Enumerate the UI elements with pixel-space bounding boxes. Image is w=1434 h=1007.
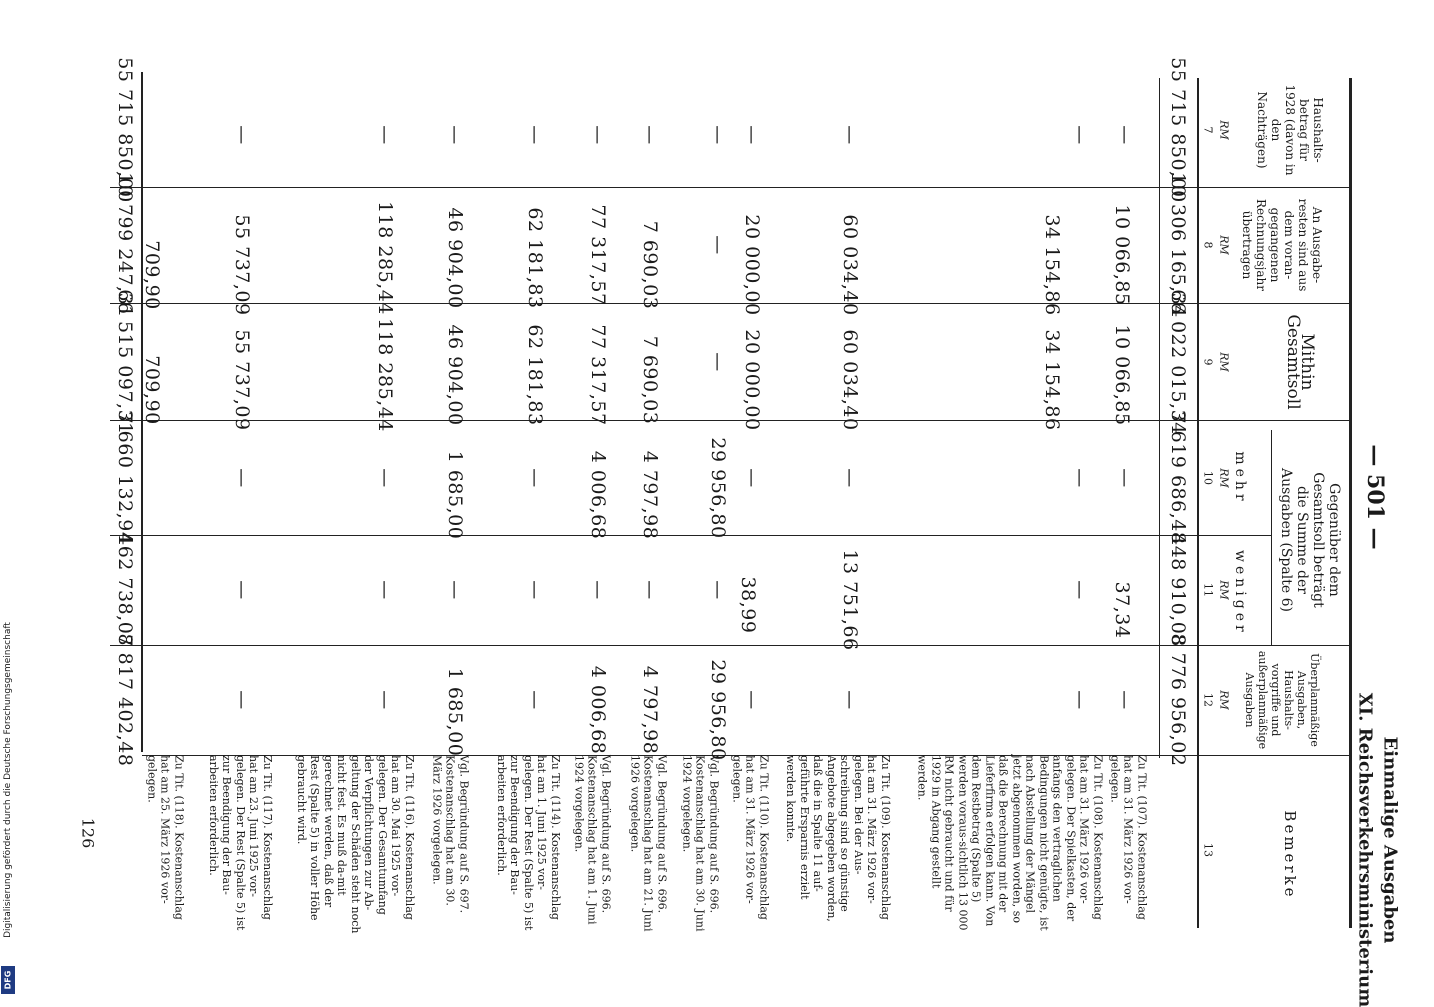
page-subtitle: XI. Reichsverkehrsministerium — [1354, 692, 1376, 1007]
top-total-rule — [1159, 78, 1160, 758]
table-row-3-c9: 20 000,00 — [741, 329, 763, 431]
remark-6: Vgl. Begründung auf S. 696. Kostenanschlag hat am 1. Juni 1924 vorgelegen. — [572, 755, 613, 925]
footer-page-number: 126 — [78, 817, 98, 849]
col-rule-11-12 — [110, 645, 1350, 646]
remark-2: Zu Tit. (109). Kostenanschlag hat am 31. März 1926 vor-gelegen. Bei der Aus-schreibung sind so günstige Angebote abgegeben worden, daß die in Spalte 11 auf-geführte Ersparnis erzielt werden konnte. — [784, 755, 892, 922]
table-row-5-c9: 7 690,03 — [639, 335, 661, 425]
unit-7: RM — [1217, 120, 1231, 140]
table-row-3-c8: 20 000,00 — [741, 214, 763, 316]
col-header-8: An Ausgabe-resten sind aus dem voran-gegangenen Rechnungsjahr übertragen — [1240, 198, 1324, 292]
table-row-3-c11: 38,99 — [737, 576, 759, 634]
table-row-0-c10: — — [1114, 468, 1136, 488]
remark-10: Zu Tit. (117). Kostenanschlag hat am 23. Juni 1925 vor-gelegen. Der Rest (Spalte 5) ist zur Beendigung der Bau-arbeiten erforderlich. — [206, 755, 274, 931]
top-total-8: 10 306 165,34 — [1167, 172, 1189, 318]
col-header-11: weniger — [1232, 550, 1248, 636]
page-number: — 501 — — [1362, 444, 1388, 550]
unit-8: RM — [1217, 235, 1231, 255]
table-row-3-c10: — — [741, 468, 763, 488]
top-total-11: 448 910,08 — [1167, 533, 1189, 647]
table-row-6-c9: 77 317,57 — [587, 324, 609, 426]
table-row-8-c10: 1 685,00 — [444, 450, 466, 540]
table-row-0-c12: — — [1114, 690, 1136, 710]
table-row-0-c7: — — [1114, 125, 1136, 145]
unit-10: RM — [1217, 468, 1231, 488]
top-total-7: 55 715 850,00 — [1167, 57, 1189, 203]
top-total-12: 8 776 956,02 — [1167, 633, 1189, 767]
remark-4: Vgl. Begründung auf S. 696. Kostenanschlag hat am 30. Juni 1924 vorgelegen. — [680, 755, 721, 932]
col-rule-8-9 — [110, 303, 1350, 304]
col-header-10: mehr — [1232, 451, 1248, 505]
table-row-10-c12: — — [231, 690, 253, 710]
table-row-5-c8: 7 690,03 — [639, 220, 661, 310]
table-row-10-c11: — — [231, 580, 253, 600]
table-row-7-c10: — — [524, 468, 546, 488]
table-row-8-c11: — — [444, 580, 466, 600]
remark-11: Zu Tit. (118). Kostenanschlag hat am 25. März 1926 vor-gelegen. — [145, 755, 186, 920]
table-row-5-c10: 4 797,98 — [639, 450, 661, 540]
table-row-4-c7: — — [707, 125, 729, 145]
table-row-10-c10: — — [231, 468, 253, 488]
table-row-4-c9: — — [707, 352, 729, 372]
table-row-1-c9: 34 154,86 — [1041, 329, 1063, 431]
subgroup-rule — [1271, 430, 1272, 645]
table-row-9-c8: 118 285,44 — [374, 201, 396, 315]
top-total-10: 7 619 686,48 — [1167, 411, 1189, 545]
bottom-total-11: 462 738,07 — [114, 533, 136, 647]
remark-5: Vgl. Begründung auf S. 696. Kostenanschlag hat am 21. Juni 1926 vorgelegen. — [628, 755, 669, 932]
colnum-13: 13 — [1201, 843, 1215, 857]
bottom-total-10: 7 660 132,94 — [114, 411, 136, 545]
col-header-9: Mithin Gesamtsoll — [1283, 314, 1317, 410]
page-title: Einmalige Ausgaben — [1379, 736, 1401, 944]
top-total-9: 66 022 015,34 — [1167, 289, 1189, 435]
table-row-9-c9: 118 285,44 — [374, 318, 396, 432]
table-row-5-c7: — — [639, 125, 661, 145]
colnum-10: 10 — [1201, 471, 1215, 485]
table-row-7-c11: — — [524, 580, 546, 600]
table-row-6-c12: 4 006,68 — [587, 665, 609, 755]
colnum-9: 9 — [1201, 358, 1215, 366]
unit-12: RM — [1217, 690, 1231, 710]
table-row-0-c11: 37,34 — [1111, 581, 1133, 639]
table-row-2-c11: 13 751,66 — [839, 549, 861, 651]
table-row-0-c9: 10 066,85 — [1111, 324, 1133, 426]
table-row-4-c11: — — [707, 580, 729, 600]
table-row-9-c7: — — [374, 125, 396, 145]
table-row-7-c12: — — [524, 690, 546, 710]
col-header-13: Bemerke — [1281, 810, 1299, 900]
remark-8: Vgl. Begründung auf S. 697. Kostenanschlag hat am 30. März 1926 vorgelegen. — [430, 755, 471, 914]
colnum-11: 11 — [1201, 583, 1215, 597]
table-row-1-c12: — — [1069, 690, 1091, 710]
col-rule-9-10 — [110, 420, 1350, 421]
table-row-1-c11: — — [1069, 580, 1091, 600]
table-row-2-c12: — — [839, 690, 861, 710]
col-header-group: Gegenüber dem Gesamtsoll beträgt die Summe der Ausgaben (Spalte 6) — [1278, 468, 1342, 612]
bottom-total-7: 55 715 850,00 — [114, 57, 136, 203]
header-bottom-rule — [1197, 78, 1199, 928]
table-row-9-c11: — — [374, 580, 396, 600]
table-row-4-c10: 29 956,80 — [707, 437, 729, 539]
digitization-note: Digitalisierung gefördert durch die Deutsche Forschungsgemeinschaft — [3, 622, 13, 938]
colnum-12: 12 — [1201, 693, 1215, 707]
table-row-2-c9: 60 034,40 — [839, 329, 861, 431]
colnum-8: 8 — [1201, 241, 1215, 249]
table-row-11-c8: 709,90 — [141, 240, 163, 310]
table-row-2-c10: — — [839, 468, 861, 488]
table-row-6-c10: 4 006,68 — [587, 450, 609, 540]
table-row-5-c12: 4 797,98 — [639, 665, 661, 755]
col-header-12: Überplanmäßige Ausgaben, Haushalts-vorgriffe und außerplanmäßige Ausgaben — [1243, 650, 1321, 750]
col-rule-7-8 — [110, 187, 1350, 188]
table-row-1-c7: — — [1069, 125, 1091, 145]
table-row-9-c10: — — [374, 468, 396, 488]
dfg-logo: DFG — [1, 966, 15, 994]
table-row-8-c9: 46 904,00 — [444, 324, 466, 426]
bottom-total-8: 10 799 247,31 — [114, 172, 136, 318]
remark-9: Zu Tit. (116). Kostenanschlag hat am 30. Mai 1925 vor-gelegen. Der Gesamtumfang der Verpflichtungen zur Ab-geltung der Schäden steht noch nicht fest. Es muß da-mit gerechnet werden, daß der Rest (Spalte 5) in voller Höhe gebraucht wird. — [294, 755, 416, 934]
table-row-2-c7: — — [839, 125, 861, 145]
table-row-0-c8: 10 066,85 — [1111, 204, 1133, 306]
table-row-10-c7: — — [231, 125, 253, 145]
unit-9: RM — [1217, 352, 1231, 372]
table-row-6-c7: — — [587, 125, 609, 145]
table-row-2-c8: 60 034,40 — [839, 214, 861, 316]
col-header-7: Haushalts-betrag für 1928 (davon in den Nachträgen) — [1255, 84, 1325, 176]
table-row-4-c12: 29 956,80 — [707, 659, 729, 761]
table-row-8-c7: — — [444, 125, 466, 145]
remark-3: Zu Tit. (110). Kostenanschlag hat am 31. März 1926 vor-gelegen. — [730, 755, 771, 920]
table-row-7-c9: 62 181,83 — [524, 324, 546, 426]
table-row-8-c8: 46 904,00 — [444, 207, 466, 309]
remark-1: Zu Tit. (108). Kostenanschlag hat am 31. März 1926 vor-gelegen. Der Spielkasten, der anfangs den vertraglichen Bedingungen nicht genügte, ist nach Abstellung der Mängel jetzt abgenommen worden, so daß die Berechnung mit der Lieferfirma erfolgen kann. Von dem Restbetrag (Spalte 5) werden voraus-sichtlich 13 000 RM nicht gebraucht und für 1929 in Abgang gestellt werden. — [916, 755, 1105, 931]
table-row-10-c9: 55 737,09 — [231, 329, 253, 431]
table-row-10-c8: 55 737,09 — [231, 214, 253, 316]
table-row-7-c8: 62 181,83 — [524, 207, 546, 309]
table-row-4-c8: — — [707, 235, 729, 255]
table-row-3-c7: — — [741, 125, 763, 145]
bottom-total-9: 66 515 097,31 — [114, 289, 136, 435]
colnum-7: 7 — [1201, 126, 1215, 134]
table-row-1-c8: 34 154,86 — [1041, 214, 1063, 316]
bottom-total-12: 8 817 402,48 — [114, 633, 136, 767]
remark-0: Zu Tit. (107). Kostenanschlag hat am 31. März 1926 vor-gelegen. — [1108, 755, 1149, 920]
table-row-1-c10: — — [1069, 468, 1091, 488]
table-row-8-c12: 1 685,00 — [444, 667, 466, 757]
table-row-7-c7: — — [524, 125, 546, 145]
table-row-3-c12: — — [741, 690, 763, 710]
table-row-11-c9: 709,90 — [141, 355, 163, 425]
table-row-9-c12: — — [374, 690, 396, 710]
col-rule-10-11 — [110, 535, 1272, 536]
table-top-rule — [1349, 78, 1352, 928]
table-row-5-c11: — — [639, 580, 661, 600]
unit-11: RM — [1217, 580, 1231, 600]
table-row-6-c8: 77 317,57 — [587, 204, 609, 306]
remark-7: Zu Tit. (114). Kostenanschlag hat am 1. Juni 1925 vor-gelegen. Der Rest (Spalte 5) ist zur Beendigung der Bau-arbeiten erforderlich. — [494, 755, 562, 931]
table-row-6-c11: — — [587, 580, 609, 600]
